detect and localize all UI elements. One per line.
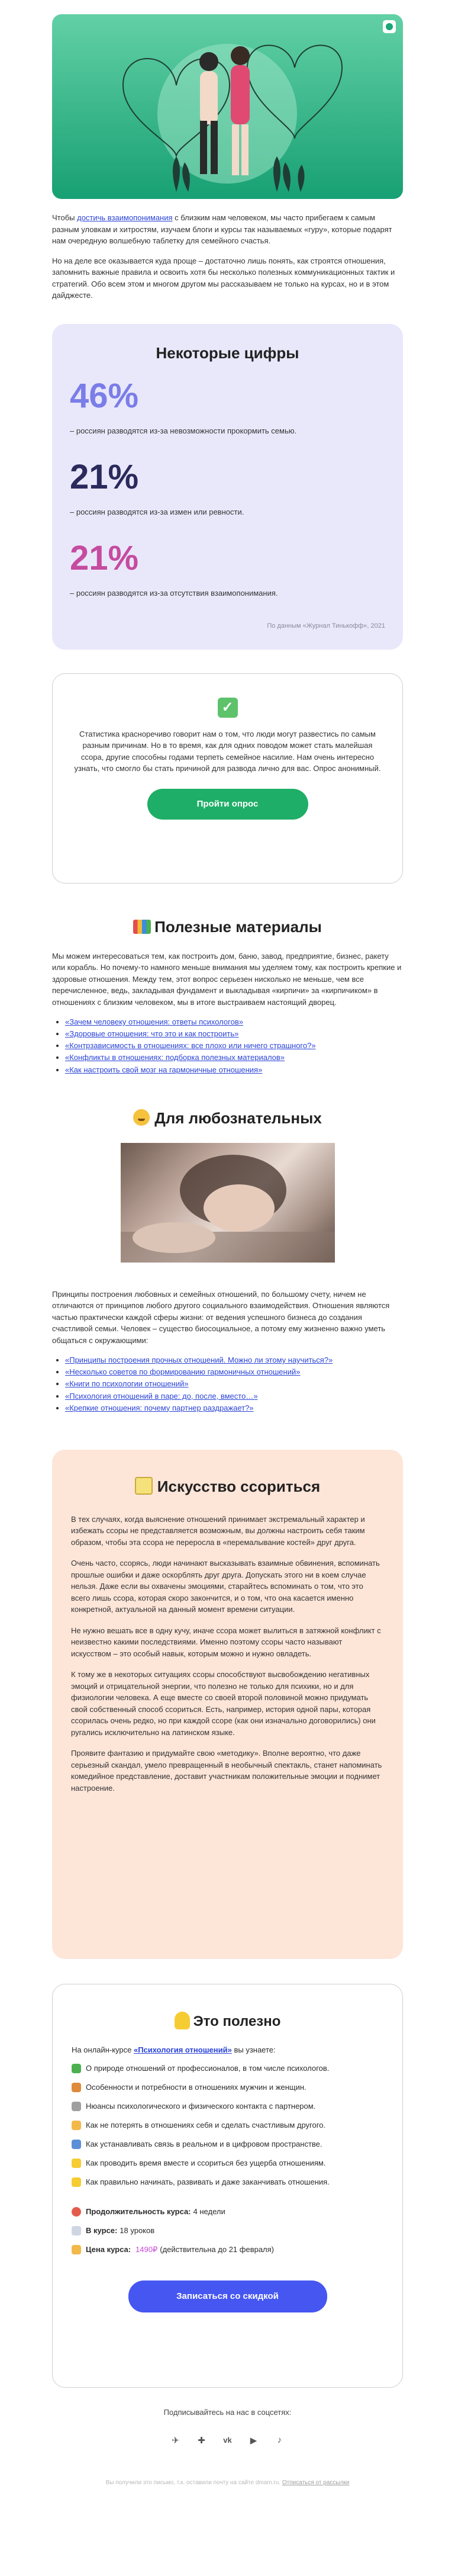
course-feature — [72, 2121, 383, 2130]
list-item — [65, 1064, 403, 1076]
article-link[interactable]: «Психология отношений в паре: до, после, вместо…» — [65, 1391, 258, 1401]
social-title: Подписывайтесь на нас в соцсетях: — [163, 2407, 292, 2417]
stat-description: – россиян разводятся из-за отсутствия взаимопонимания. — [70, 588, 278, 598]
telegram-icon[interactable]: ✈ — [172, 2435, 179, 2446]
lightbulb-icon — [175, 2012, 190, 2029]
survey-text: Статистика красноречиво говорит нам о том, что люди могут развестись по самым разным причинам. Но в то время, как для одних поводом может стать малейшая ссора, другие способны годами терпеть семейное насилие. Нам очень интересно узнать, что смогло бы стать причиной для развода лично для вас. Опрос анонимный. — [74, 729, 381, 773]
argue-paragraph: К тому же в некоторых ситуациях ссоры способствуют высвобождению негативных эмоций и отрицательной энергии, что полезно не только для психики, но и для физиологии человека. А еще вместе со своей второй половиной можно придумать свой собственный способ ссориться. Есть, например, история одной пары, которая ссорилась очень редко, но при каждой ссоре (как они изначально договорились) они ругались исключительно на латинском языке. — [71, 1670, 376, 1737]
course-price — [72, 2245, 383, 2254]
materials-text: Мы можем интересоваться тем, как построить дом, баню, завод, предприятие, бизнес, ракету или корабль. Но почему-то намного меньше внимания мы уделяем тому, как построить крепкие и здоровые отношения. Между тем, этот вопрос серьезен нисколько не меньше, чем все перечисленное, ведь, закладывая фундамент и выкладывая «кирпичи» за «кирпичиком» в отношениях с близким человеком, мы в итоге выстраиваем настоящий дворец. — [52, 951, 402, 1007]
list-item — [65, 1366, 403, 1378]
stat-value: 21% — [70, 457, 139, 496]
check-icon: ✓ — [218, 698, 238, 718]
price-note: (действительна до 21 февраля) — [160, 2245, 275, 2254]
course-feature — [72, 2177, 383, 2187]
useful-title-text: Это полезно — [193, 2013, 281, 2029]
course-feature — [72, 2083, 383, 2092]
feature-text: О природе отношений от профессионалов, в том числе психологов. — [86, 2064, 330, 2073]
alarm-clock-icon — [72, 2207, 81, 2217]
article-link[interactable]: «Несколько советов по формированию гармоничных отношений» — [65, 1367, 301, 1377]
article-link[interactable]: «Принципы построения прочных отношений. Можно ли этому научиться?» — [65, 1356, 333, 1365]
stats-title: Некоторые цифры — [156, 343, 299, 362]
social-icons — [0, 2434, 455, 2446]
footer-text: Вы получили это письмо, т.к. оставили почту на сайте dmam.ru. — [105, 2479, 281, 2486]
feature-text: Как проводить время вместе и ссориться без ущерба отношениям. — [86, 2159, 326, 2168]
article-photo — [121, 1143, 335, 1263]
laptop-icon — [72, 2140, 81, 2149]
materials-links — [65, 1016, 403, 1076]
intro-link[interactable]: достичь взаимопонимания — [77, 213, 173, 222]
vk-icon[interactable]: vk — [223, 2436, 232, 2445]
stat-item — [70, 538, 385, 598]
memo-icon — [135, 1477, 153, 1495]
curious-links — [65, 1354, 403, 1414]
youtube-icon[interactable]: ▶ — [250, 2435, 257, 2446]
list-item — [65, 1052, 403, 1064]
social-section — [0, 2408, 455, 2446]
materials-title — [0, 918, 455, 936]
course-lead-after: вы узнаете: — [231, 2045, 276, 2054]
stat-item — [70, 457, 385, 516]
survey-card — [52, 673, 403, 884]
list-item — [65, 1390, 403, 1402]
survey-button[interactable]: Пройти опрос — [147, 789, 308, 820]
price-value: 1490₽ — [135, 2244, 158, 2254]
feature-text: Как правильно начинать, развивать и даже заканчивать отношения. — [86, 2177, 330, 2187]
stats-card — [52, 324, 403, 650]
intro-text-before: Чтобы — [52, 213, 78, 222]
article-link[interactable]: «Конфликты в отношениях: подборка полезных материалов» — [65, 1053, 285, 1062]
list-item — [65, 1378, 403, 1390]
stat-value: 21% — [70, 538, 139, 577]
person-icon — [72, 2159, 81, 2168]
curious-title — [0, 1109, 455, 1128]
notebook-icon — [72, 2226, 81, 2235]
course-feature — [72, 2140, 383, 2149]
useful-title — [72, 2012, 383, 2030]
lessons-label: В курсе: — [86, 2226, 118, 2235]
list-item — [65, 1402, 403, 1414]
curious-title-text: Для любознательных — [154, 1109, 322, 1127]
stat-description: – россиян разводятся из-за измен или ревности. — [70, 507, 244, 516]
feature-text: Нюансы психологического и физического контакта с партнером. — [86, 2102, 316, 2111]
couple-icon — [72, 2083, 81, 2092]
course-lead — [72, 2045, 383, 2054]
heart-face-icon — [72, 2121, 81, 2130]
argue-card — [52, 1450, 403, 1959]
article-link[interactable]: «Книги по психологии отношений» — [65, 1379, 189, 1389]
enroll-button[interactable]: Записаться со скидкой — [128, 2281, 327, 2312]
course-card — [52, 1984, 403, 2388]
unsubscribe-link[interactable]: Отписаться от рассылки — [282, 2479, 350, 2486]
feature-text: Особенности и потребности в отношениях мужчин и женщин. — [86, 2083, 306, 2092]
argue-paragraph: Проявите фантазию и придумайте свою «методику». Вполне вероятно, что даже серьезный скандал, умело превращенный в необычный спектакль, станет напоминать комедийное представление, доставит участникам положительные эмоции и поднимет настроение. — [71, 1749, 382, 1793]
article-link[interactable]: «Здоровые отношения: что это и как построить» — [65, 1029, 239, 1039]
article-link[interactable]: «Зачем человеку отношения: ответы психологов» — [65, 1017, 243, 1026]
course-feature — [72, 2102, 383, 2111]
duration-label: Продолжительность курса: — [86, 2207, 191, 2217]
article-link[interactable]: «Контрзависимость в отношениях: все плохо или ничего страшного?» — [65, 1041, 316, 1051]
couple-illustration — [52, 14, 403, 199]
sprout-icon — [72, 2064, 81, 2073]
plus-icon[interactable]: ✚ — [198, 2435, 205, 2446]
stats-source: По данным «Журнал Тинькофф», 2021 — [267, 622, 385, 629]
brand-logo-icon — [383, 20, 396, 33]
argue-paragraph: Не нужно вешать все в одну кучу, иначе ссора может вылиться в затяжной конфликт с неизвестно какими последствиями. Именно поэтому ссоры часто называют искусством – это особый навык, которым можно и нужно овладеть. — [71, 1626, 381, 1658]
feature-text: Как устанавливать связь в реальном и в цифровом пространстве. — [86, 2140, 322, 2149]
lessons-value: 18 уроков — [120, 2226, 155, 2235]
list-item — [65, 1028, 403, 1040]
hero-banner — [52, 14, 403, 199]
intro-paragraph-2: Но на деле все оказывается куда проще – достаточно лишь понять, как строятся отношения, запомнить важные правила и освоить хотя бы несколько полезных коммуникационных тактик и стратегий. Обо всем этом и многом другом мы рассказываем не только на курсах, но и в этом дайджесте. — [52, 256, 395, 300]
footer — [0, 2479, 455, 2486]
article-link[interactable]: «Крепкие отношения: почему партнер раздражает?» — [65, 1403, 254, 1412]
price-label: Цена курса: — [86, 2245, 131, 2254]
smile-icon — [133, 1109, 150, 1126]
tiktok-icon[interactable]: ♪ — [277, 2435, 282, 2446]
argue-paragraph: Очень часто, ссорясь, люди начинают высказывать взаимные обвинения, вспоминать прошлые ошибки и даже оскорблять друг друга. Допускать этого ни в коем случае нельзя. Даже если вы охвачены эмоциями, старайтесь вспоминать о том, что это всего лишь ссора, которая скоро закончится, и о том, что она касается именно конкретной, актуальной на данный момент времени ситуации. — [71, 1559, 380, 1614]
stat-value: 46% — [70, 376, 139, 415]
stat-item — [70, 376, 385, 435]
money-bag-icon — [72, 2245, 81, 2254]
intro-paragraph-1 — [52, 212, 403, 247]
course-lead-before: На онлайн-курсе — [72, 2045, 134, 2054]
materials-title-text: Полезные материалы — [154, 917, 322, 936]
intro-text-after: с близким нам человеком, мы часто прибегаем к самым разным уловкам и хитростям, изучаем блоги и курсы так называемых «гуру», которые подарят нам очередную волшебную таблетку для семейного счастья. — [52, 213, 392, 245]
duration-value: 4 недели — [193, 2207, 225, 2217]
course-feature — [72, 2064, 383, 2073]
argue-title — [71, 1477, 384, 1496]
course-lessons — [72, 2226, 383, 2235]
article-link[interactable]: «Как настроить свой мозг на гармоничные отношения» — [65, 1065, 263, 1074]
books-icon — [133, 920, 151, 934]
document-icon — [72, 2102, 81, 2111]
person-icon — [72, 2177, 81, 2187]
feature-text: Как не потерять в отношениях себя и сделать счастливым другого. — [86, 2121, 326, 2130]
list-item — [65, 1354, 403, 1366]
course-link[interactable]: «Психология отношений» — [133, 2045, 232, 2054]
curious-text: Принципы построения любовных и семейных отношений, по большому счету, ничем не отличаются от принципов любого другого социального взаимодействия. Отношения являются частью практически каждой сферы жизни: от ведения успешного бизнеса до создания счастливой семьи. Человек – существо биосоциальное, а потому ему жизненно важно уметь общаться с окружающими: — [52, 1289, 390, 1345]
stat-description: – россиян разводятся из-за невозможности прокормить семью. — [70, 426, 297, 435]
list-item — [65, 1040, 403, 1052]
course-duration — [72, 2207, 383, 2217]
argue-paragraph: В тех случаях, когда выяснение отношений принимает экстремальный характер и избежать ссоры не представляется возможным, вы должны настроить себя таким образом, чтобы эта ссора не переросла в «перемалывание костей» друг друга. — [71, 1514, 365, 1547]
argue-title-text: Искусство ссориться — [157, 1477, 321, 1495]
course-feature — [72, 2159, 383, 2168]
list-item — [65, 1016, 403, 1028]
